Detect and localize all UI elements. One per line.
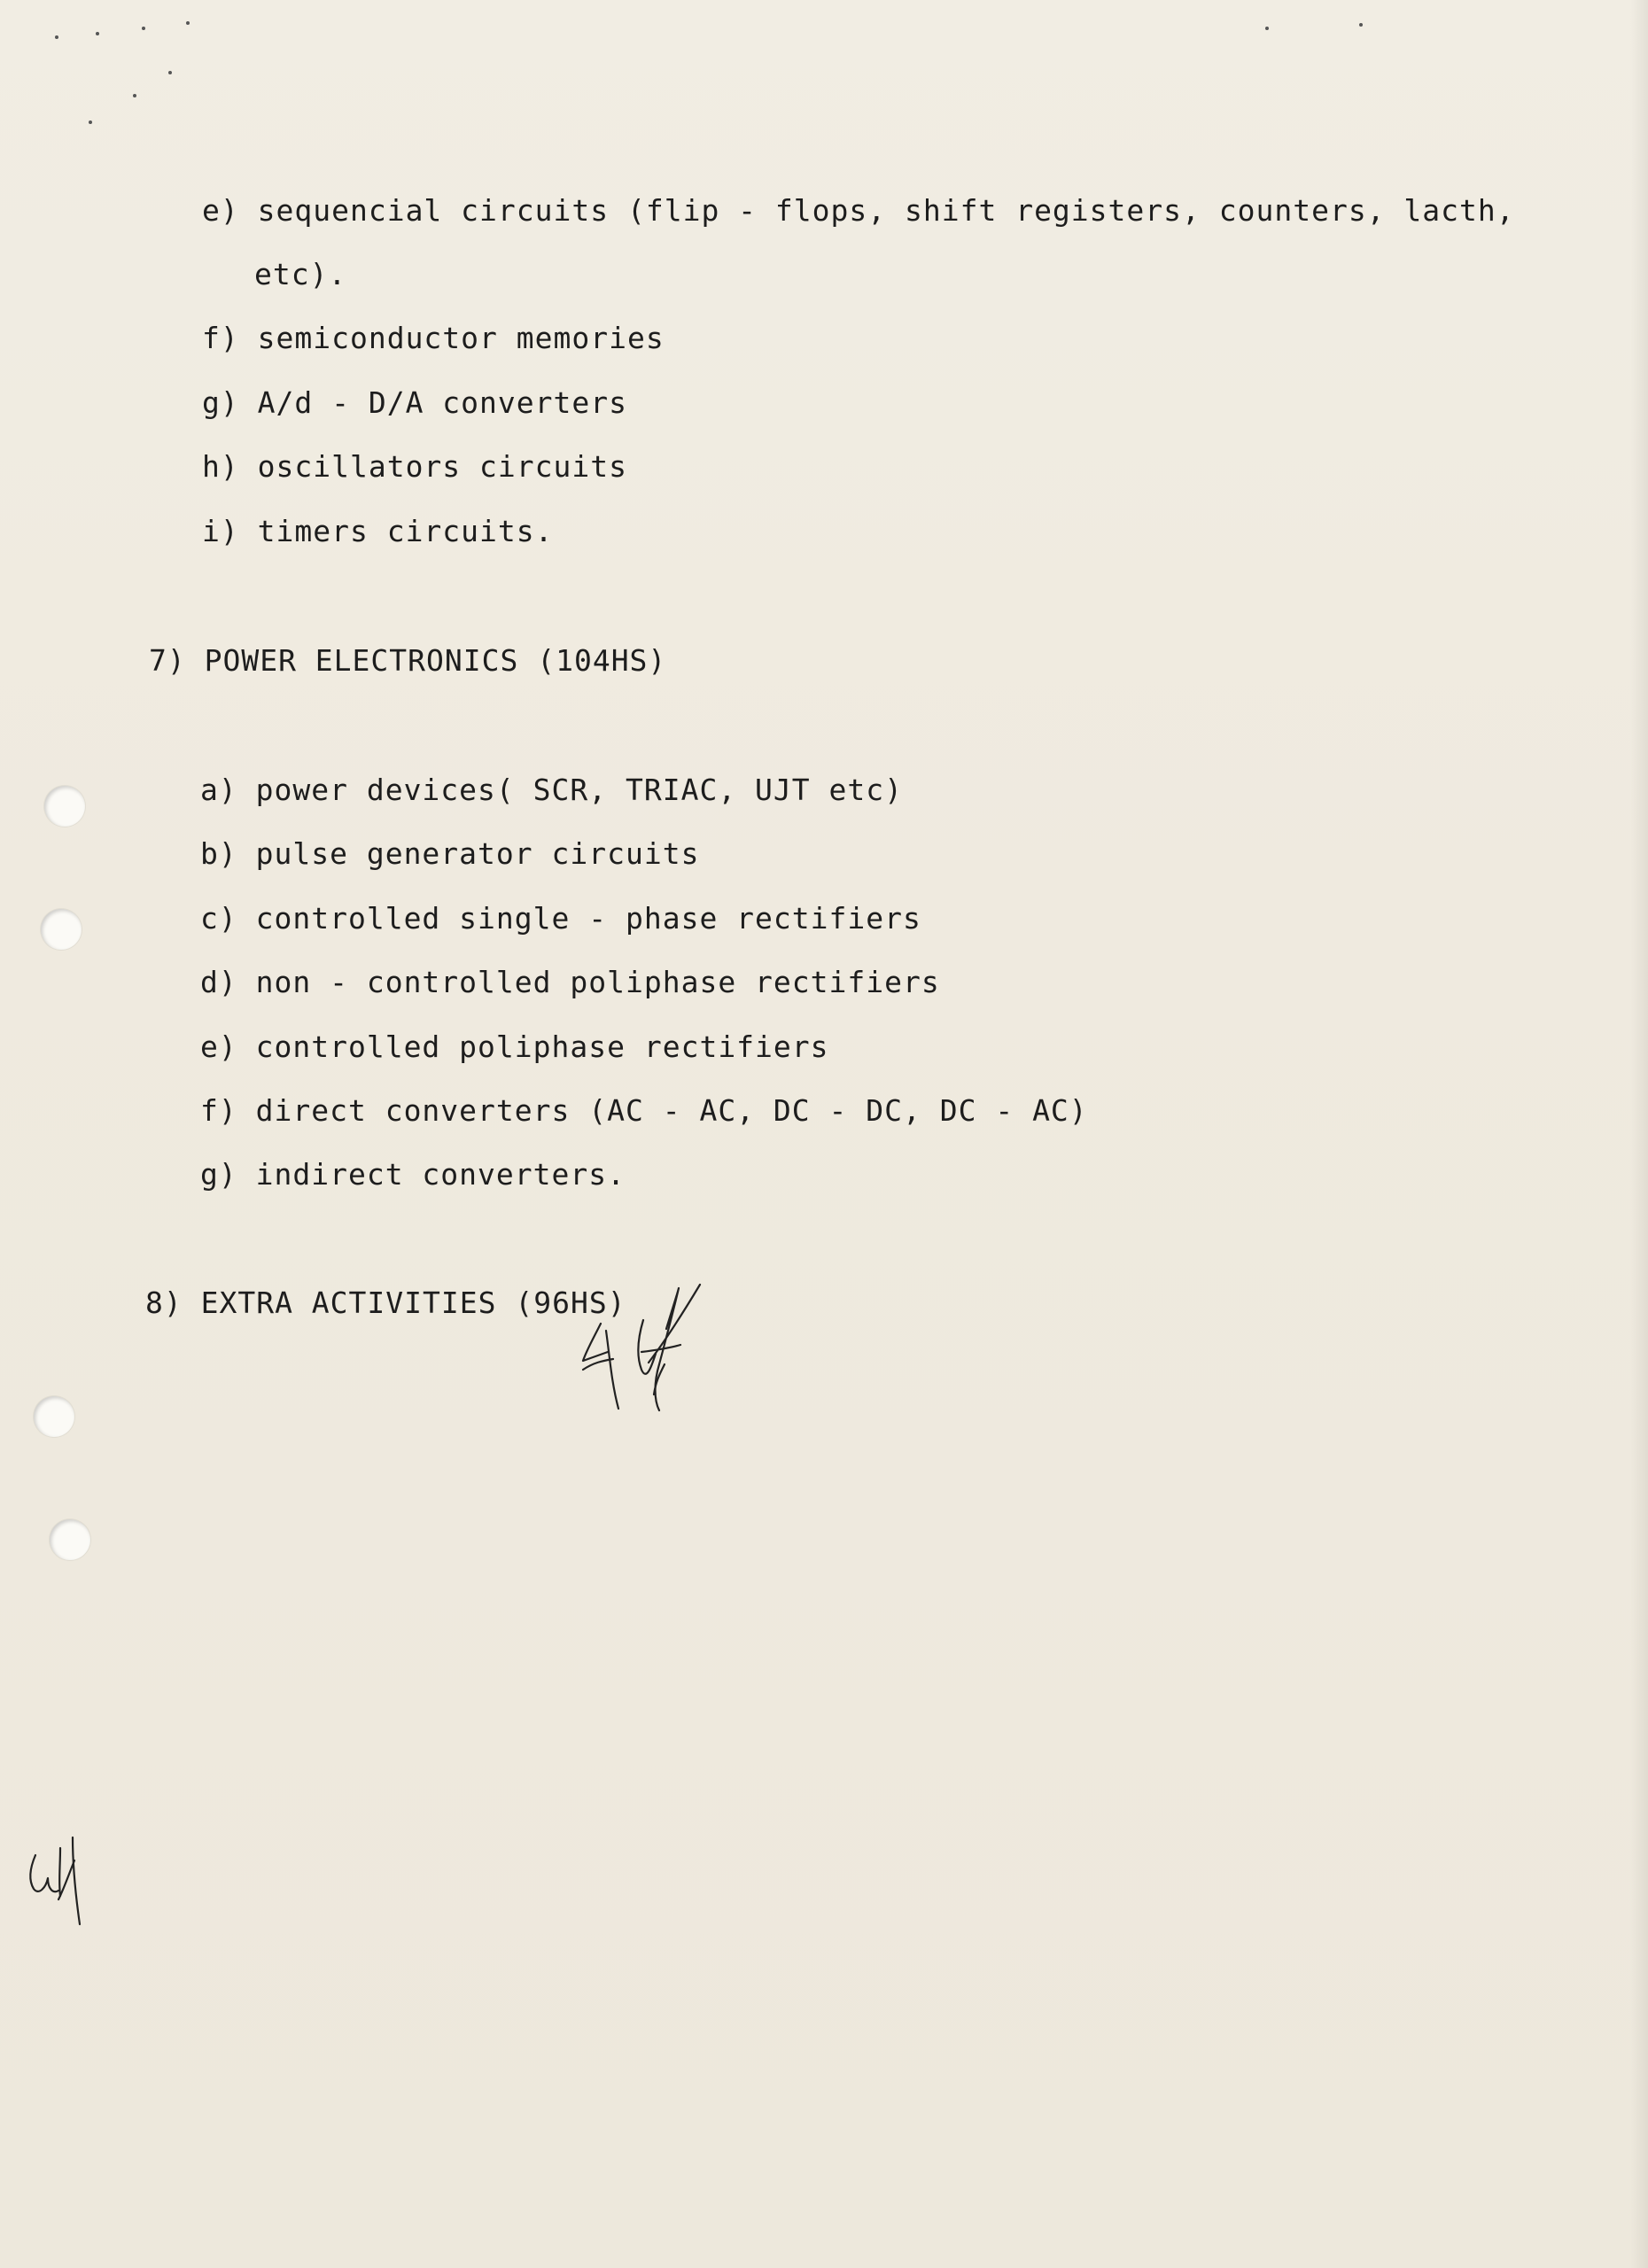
list-marker: g) bbox=[202, 385, 239, 420]
list-item-continuation: etc). bbox=[254, 257, 347, 291]
list-item-text: A/d - D/A converters bbox=[257, 385, 627, 420]
section-heading: 7) POWER ELECTRONICS (104HS) bbox=[149, 643, 667, 678]
list-marker: i) bbox=[202, 514, 239, 548]
paper-speck bbox=[133, 94, 136, 97]
list-item-text: power devices( SCR, TRIAC, UJT etc) bbox=[255, 773, 903, 807]
paper-speck bbox=[1265, 27, 1269, 30]
list-marker: f) bbox=[200, 1093, 237, 1128]
list-marker: e) bbox=[200, 1029, 237, 1064]
list-item-text: semiconductor memories bbox=[257, 321, 665, 355]
list-item bbox=[200, 1029, 829, 1065]
punch-hole bbox=[50, 1519, 90, 1560]
list-item bbox=[202, 449, 627, 485]
list-marker: d) bbox=[200, 965, 237, 999]
punch-hole bbox=[41, 909, 82, 950]
handwritten-signature bbox=[567, 1276, 780, 1453]
section-heading: 8) EXTRA ACTIVITIES (96HS) bbox=[145, 1285, 626, 1320]
paper-speck bbox=[89, 120, 92, 124]
list-item bbox=[200, 965, 940, 1000]
punch-hole bbox=[44, 786, 85, 827]
list-item-text: pulse generator circuits bbox=[255, 836, 700, 871]
list-marker: g) bbox=[200, 1157, 237, 1192]
list-item-text: controlled single - phase rectifiers bbox=[255, 901, 921, 936]
list-item bbox=[200, 773, 903, 808]
list-item bbox=[202, 193, 1515, 229]
list-item-text: oscillators circuits bbox=[257, 449, 627, 484]
list-marker: c) bbox=[200, 901, 237, 936]
list-item-text: indirect converters. bbox=[255, 1157, 626, 1192]
paper-speck bbox=[1359, 23, 1363, 27]
list-item-text: controlled poliphase rectifiers bbox=[255, 1029, 829, 1064]
handwritten-initials bbox=[21, 1825, 101, 1940]
list-item-text: sequencial circuits (flip - flops, shift registers, counters, lacth, bbox=[257, 193, 1515, 228]
paper-edge-shadow bbox=[1630, 0, 1648, 2268]
list-item bbox=[200, 1157, 626, 1192]
list-marker: b) bbox=[200, 836, 237, 871]
list-marker: e) bbox=[202, 193, 239, 228]
punch-hole bbox=[34, 1396, 74, 1437]
list-item bbox=[202, 385, 627, 421]
paper-speck bbox=[96, 32, 99, 35]
list-item bbox=[200, 836, 699, 872]
list-marker: h) bbox=[202, 449, 239, 484]
list-item bbox=[200, 901, 921, 936]
paper-speck bbox=[186, 21, 190, 25]
list-item-text: timers circuits. bbox=[257, 514, 554, 548]
list-item bbox=[200, 1093, 1088, 1129]
list-item-text: non - controlled poliphase rectifiers bbox=[255, 965, 940, 999]
list-item bbox=[202, 514, 554, 549]
list-marker: f) bbox=[202, 321, 239, 355]
paper-speck bbox=[168, 71, 172, 74]
paper-speck bbox=[55, 35, 58, 39]
paper-speck bbox=[142, 27, 145, 30]
list-item-text: direct converters (AC - AC, DC - DC, DC - AC) bbox=[255, 1093, 1088, 1128]
list-item bbox=[202, 321, 665, 356]
list-marker: a) bbox=[200, 773, 237, 807]
